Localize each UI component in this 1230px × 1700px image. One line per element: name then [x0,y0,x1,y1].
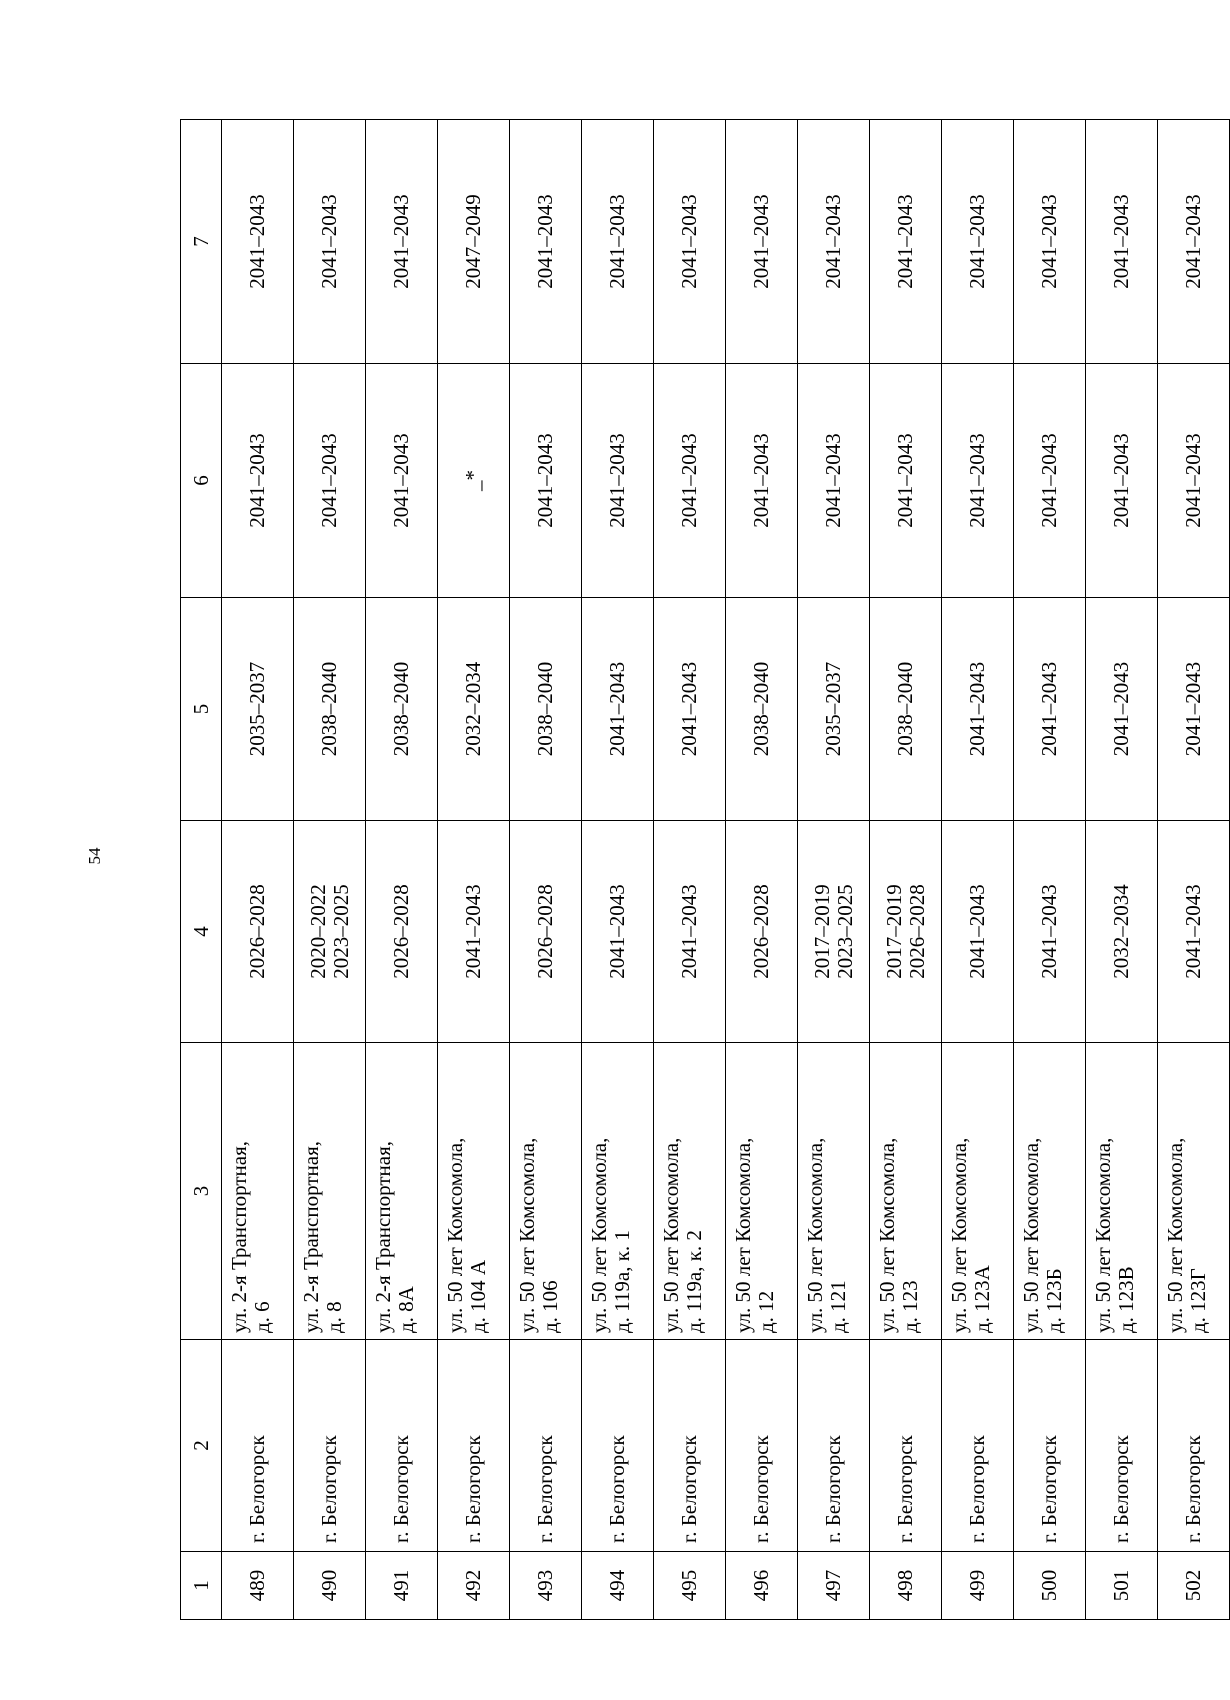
address-cell [366,1043,438,1340]
city-cell: г. Белогорск [1014,1340,1086,1552]
period-col-5-cell: 2038–2040 [294,598,366,821]
address-cell [438,1043,510,1340]
period-col-7-cell: 2047–2049 [438,120,510,364]
table-body [222,120,1230,1620]
header-col-1: 1 [181,1552,222,1620]
row-number-cell: 496 [726,1552,798,1620]
period-line: 2017–2019 [881,884,906,979]
row-number-cell: 490 [294,1552,366,1620]
page-number: 54 [85,847,104,865]
address-cell [294,1043,366,1340]
period-col-4-cell [798,821,870,1043]
address-cell [510,1043,582,1340]
period-col-4-cell [582,821,654,1043]
city-cell: г. Белогорск [366,1340,438,1552]
period-line: 2041–2043 [1037,884,1062,979]
address-cell [1086,1043,1158,1340]
period-col-7-cell: 2041–2043 [870,120,942,364]
period-col-4-cell [1158,821,1230,1043]
city-cell: г. Белогорск [294,1340,366,1552]
period-col-5-cell: 2041–2043 [942,598,1014,821]
row-number-cell: 489 [222,1552,294,1620]
row-number-cell: 502 [1158,1552,1230,1620]
table-row [870,120,942,1620]
period-col-5-cell: 2038–2040 [510,598,582,821]
period-line: 2017–2019 [809,884,834,979]
address-cell [1158,1043,1230,1340]
city-cell: г. Белогорск [870,1340,942,1552]
address-line: д. 12 [753,1290,778,1333]
address-cell [582,1043,654,1340]
city-cell: г. Белогорск [510,1340,582,1552]
address-line: д. 119а, к. 2 [681,1230,706,1333]
address-line: д. 123Б [1041,1268,1066,1333]
period-line: 2026–2028 [389,884,414,979]
address-line: д. 123Г [1185,1268,1210,1333]
period-col-5-cell: 2041–2043 [654,598,726,821]
address-line: ул. 2-я Транспортная, [299,1141,323,1333]
period-line: 2023–2025 [328,884,353,979]
period-col-6-cell: 2041–2043 [1158,364,1230,598]
address-line: д. 106 [537,1280,562,1333]
row-number-cell: 495 [654,1552,726,1620]
period-col-4-cell [870,821,942,1043]
address-line: д. 123 [897,1280,922,1333]
period-line: 2041–2043 [1181,884,1206,979]
period-col-5-cell: 2041–2043 [582,598,654,821]
period-col-6-cell: 2041–2043 [654,364,726,598]
period-col-6-cell: 2041–2043 [798,364,870,598]
period-col-5-cell: 2038–2040 [870,598,942,821]
header-col-7: 7 [181,120,222,364]
table-row [942,120,1014,1620]
address-line: ул. 50 лет Комсомола, [1091,1137,1115,1333]
period-col-6-cell: 2041–2043 [1086,364,1158,598]
city-cell: г. Белогорск [942,1340,1014,1552]
table-row [366,120,438,1620]
period-col-7-cell: 2041–2043 [582,120,654,364]
table-header [181,120,222,1620]
city-cell: г. Белогорск [582,1340,654,1552]
address-line: ул. 50 лет Комсомола, [1019,1137,1043,1333]
city-cell: г. Белогорск [222,1340,294,1552]
period-col-5-cell: 2035–2037 [798,598,870,821]
table-row [582,120,654,1620]
table-row [798,120,870,1620]
city-cell: г. Белогорск [726,1340,798,1552]
period-col-5-cell: 2038–2040 [726,598,798,821]
period-line: 2041–2043 [677,884,702,979]
address-cell [222,1043,294,1340]
address-line: ул. 2-я Транспортная, [371,1141,395,1333]
address-line: д. 123В [1113,1266,1138,1333]
period-col-6-cell: 2041–2043 [1014,364,1086,598]
period-line: 2020–2022 [305,884,330,979]
period-col-5-cell: 2041–2043 [1086,598,1158,821]
city-cell: г. Белогорск [438,1340,510,1552]
period-line: 2026–2028 [245,884,270,979]
period-col-4-cell [294,821,366,1043]
address-line: д. 119а, к. 1 [609,1230,634,1333]
period-col-4-cell [510,821,582,1043]
address-cell [1014,1043,1086,1340]
address-line: ул. 50 лет Комсомола, [875,1137,899,1333]
address-line: ул. 50 лет Комсомола, [731,1137,755,1333]
address-line: ул. 50 лет Комсомола, [1163,1137,1187,1333]
table-row [294,120,366,1620]
address-line: ул. 50 лет Комсомола, [515,1137,539,1333]
header-col-6: 6 [181,364,222,598]
row-number-cell: 501 [1086,1552,1158,1620]
address-line: ул. 50 лет Комсомола, [947,1137,971,1333]
rotated-table-frame [180,120,1210,1620]
period-col-6-cell: 2041–2043 [294,364,366,598]
city-cell: г. Белогорск [798,1340,870,1552]
period-col-6-cell: 2041–2043 [870,364,942,598]
address-cell [870,1043,942,1340]
table-row [1014,120,1086,1620]
period-col-4-cell [1014,821,1086,1043]
period-col-7-cell: 2041–2043 [366,120,438,364]
header-col-4: 4 [181,821,222,1043]
period-col-5-cell: 2035–2037 [222,598,294,821]
header-col-5: 5 [181,598,222,821]
header-col-3: 3 [181,1043,222,1340]
period-col-7-cell: 2041–2043 [654,120,726,364]
period-col-7-cell: 2041–2043 [1086,120,1158,364]
address-line: ул. 50 лет Комсомола, [443,1137,467,1333]
period-line: 2023–2025 [832,884,857,979]
period-col-6-cell: 2041–2043 [366,364,438,598]
period-col-5-cell: 2032–2034 [438,598,510,821]
header-row [181,120,222,1620]
address-line: ул. 50 лет Комсомола, [587,1137,611,1333]
table-row [1158,120,1230,1620]
period-line: 2041–2043 [965,884,990,979]
city-cell: г. Белогорск [654,1340,726,1552]
address-line: д. 123А [969,1265,994,1333]
period-col-7-cell: 2041–2043 [510,120,582,364]
period-col-7-cell: 2041–2043 [942,120,1014,364]
table-row [1086,120,1158,1620]
period-col-4-cell [366,821,438,1043]
period-col-4-cell [942,821,1014,1043]
period-col-4-cell [222,821,294,1043]
period-col-5-cell: 2038–2040 [366,598,438,821]
period-col-7-cell: 2041–2043 [222,120,294,364]
period-col-4-cell [438,821,510,1043]
address-line: д. 104 А [465,1259,490,1333]
period-col-7-cell: 2041–2043 [294,120,366,364]
period-col-6-cell: 2041–2043 [582,364,654,598]
table-row [438,120,510,1620]
period-col-4-cell [726,821,798,1043]
city-cell: г. Белогорск [1158,1340,1230,1552]
row-number-cell: 493 [510,1552,582,1620]
table-row [654,120,726,1620]
period-col-6-cell: 2041–2043 [942,364,1014,598]
period-col-7-cell: 2041–2043 [1014,120,1086,364]
address-cell [942,1043,1014,1340]
row-number-cell: 498 [870,1552,942,1620]
period-line: 2026–2028 [904,884,929,979]
row-number-cell: 499 [942,1552,1014,1620]
address-cell [798,1043,870,1340]
period-line: 2026–2028 [533,884,558,979]
period-line: 2041–2043 [605,884,630,979]
period-col-6-cell: 2041–2043 [510,364,582,598]
period-line: 2032–2034 [1109,884,1134,979]
table-row [726,120,798,1620]
address-line: д. 6 [249,1301,274,1333]
period-col-4-cell [654,821,726,1043]
row-number-cell: 494 [582,1552,654,1620]
address-line: д. 121 [825,1280,850,1333]
address-line: ул. 2-я Транспортная, [227,1141,251,1333]
period-col-5-cell: 2041–2043 [1014,598,1086,821]
address-cell [654,1043,726,1340]
period-col-6-cell: _* [438,364,510,598]
period-col-5-cell: 2041–2043 [1158,598,1230,821]
table-row [222,120,294,1620]
address-line: д. 8 [321,1301,346,1333]
period-col-7-cell: 2041–2043 [798,120,870,364]
period-line: 2026–2028 [749,884,774,979]
header-col-2: 2 [181,1340,222,1552]
table-container [180,120,1210,1620]
period-col-6-cell: 2041–2043 [726,364,798,598]
address-line: д. 8А [393,1286,418,1333]
city-cell: г. Белогорск [1086,1340,1158,1552]
period-col-7-cell: 2041–2043 [1158,120,1230,364]
row-number-cell: 491 [366,1552,438,1620]
schedule-table [180,119,1230,1620]
row-number-cell: 497 [798,1552,870,1620]
row-number-cell: 492 [438,1552,510,1620]
address-line: ул. 50 лет Комсомола, [803,1137,827,1333]
address-line: ул. 50 лет Комсомола, [659,1137,683,1333]
row-number-cell: 500 [1014,1552,1086,1620]
period-col-6-cell: 2041–2043 [222,364,294,598]
period-line: 2041–2043 [461,884,486,979]
period-col-4-cell [1086,821,1158,1043]
address-cell [726,1043,798,1340]
period-col-7-cell: 2041–2043 [726,120,798,364]
table-row [510,120,582,1620]
